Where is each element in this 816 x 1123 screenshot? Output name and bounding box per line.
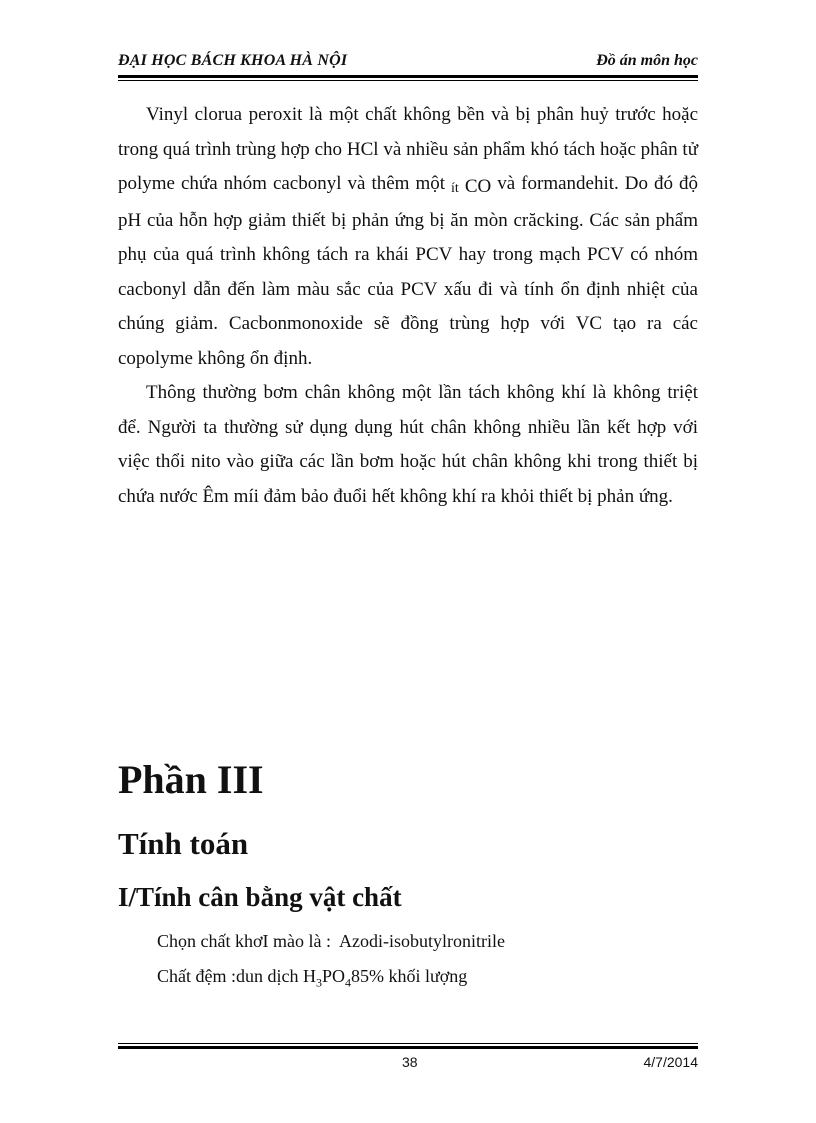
buffer-mid: PO bbox=[321, 966, 345, 986]
body-text bbox=[118, 98, 698, 514]
paragraph-1-part1: Vinyl clorua peroxit là một chất không bền và bị phân huỷ trước hoặc trong quá trình trùng hợp cho HCl và nhiều sản phẩm khó tách hoặc phân tử polyme chứa nhóm cacbonyl và thêm một bbox=[118, 104, 698, 194]
part-heading: Phần III bbox=[118, 757, 264, 802]
initiator-line bbox=[157, 931, 505, 952]
buffer-sub2: 4 bbox=[345, 975, 351, 990]
header-university: ĐẠI HỌC BÁCH KHOA HÀ NỘI bbox=[118, 52, 348, 69]
initiator-value: Azodi-isobutylronitrile bbox=[338, 931, 505, 951]
paragraph-1-part2: và formandehit. Do đó độ pH của hỗn hợp giảm thiết bị phản ứng bị ăn mòn crăcking. Các sản phẩm phụ của quá trình không tách ra khái PCV hay trong mạch PCV có nhóm cacbonyl dẫn đến làm màu sắc của PCV xấu đi và tính ổn định nhiệt của chúng giảm. Cacbonmonoxide sẽ đồng trùng hợp với VC tạo ra các copolyme không ổn định. bbox=[118, 173, 699, 369]
paragraph-2: Thông thường bơm chân không một lần tách không khí là không triệt để. Người ta thường sử dụng dụng hút chân không nhiều lần kết hợp với việc thổi nito vào giữa các lần bơm hoặc hút chân không khi trong thiết bị chứa nước Êm míi đảm bảo đuổi hết không khí ra khỏi thiết bị phản ứng. bbox=[118, 382, 698, 507]
buffer-suffix: 85% khối lượng bbox=[351, 966, 468, 986]
footer-date: 4/7/2014 bbox=[643, 1054, 698, 1070]
page-header bbox=[118, 46, 698, 76]
buffer-sub1: 3 bbox=[315, 975, 322, 990]
initiator-label: Chọn chất khơI mào là : bbox=[157, 931, 331, 951]
section-heading: I/Tính cân bằng vật chất bbox=[118, 882, 402, 912]
header-rule-thin bbox=[118, 80, 698, 81]
paragraph-1 bbox=[118, 98, 698, 376]
buffer-line bbox=[157, 966, 467, 991]
header-doc-type: Đồ án môn học bbox=[596, 52, 698, 69]
header-rule-thick bbox=[118, 75, 698, 78]
page-number: 38 bbox=[402, 1054, 418, 1070]
footer-rule-thick bbox=[118, 1046, 698, 1049]
paragraph-1-small-word: ít bbox=[451, 181, 459, 196]
chapter-heading: Tính toán bbox=[118, 826, 249, 861]
paragraph-1-co: CO bbox=[464, 176, 492, 197]
footer-rule-thin bbox=[118, 1043, 698, 1044]
buffer-prefix: Chất đệm :dun dịch H bbox=[157, 966, 316, 986]
